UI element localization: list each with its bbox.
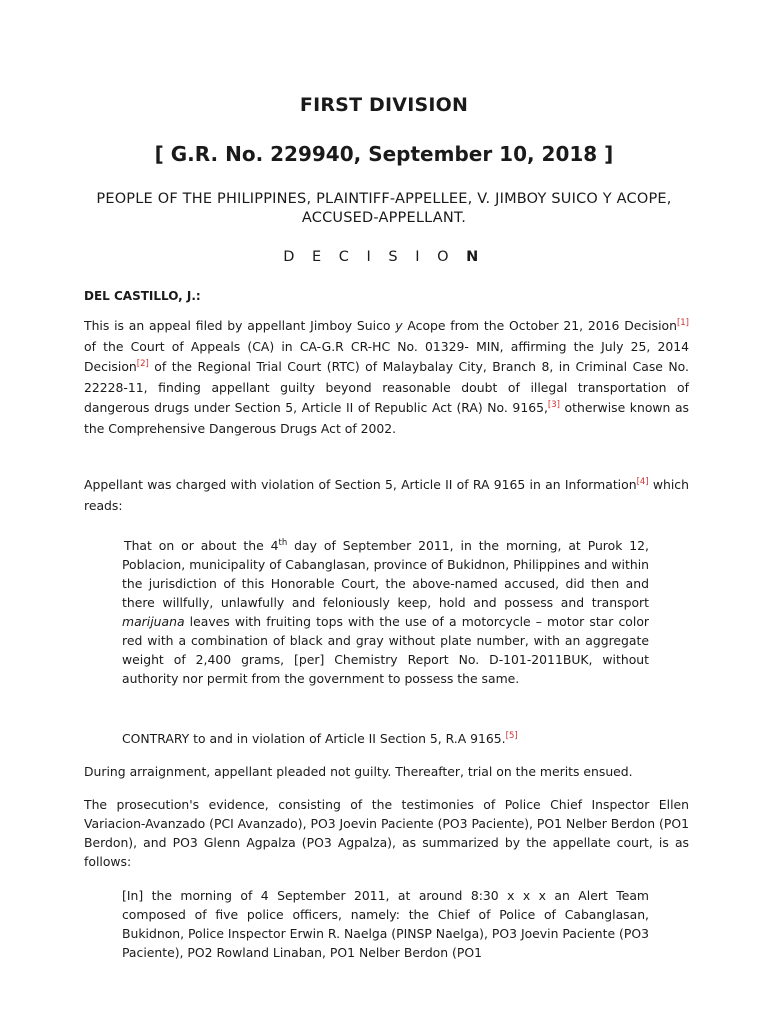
paragraph-text: Appellant was charged with violation of Section 5, Article II of RA 9165 in an Information (84, 477, 637, 492)
paragraph-text: This is an appeal filed by appellant Jimboy Suico (84, 318, 396, 333)
paragraph-text: of the Court of Appeals (CA) in CA-G.R CR-HC No. 01329- MIN, affirming the July 25, 2014 Decision (84, 338, 689, 375)
paragraph-appeal (84, 316, 689, 440)
footnote-link-5[interactable]: [5] (505, 730, 518, 741)
paragraph-text: otherwise known as the Comprehensive Dangerous Drugs Act of 2002. (84, 400, 690, 436)
decision-heading-letters: D E C I S I O (283, 249, 456, 265)
decision-heading (0, 249, 768, 265)
ponente: DEL CASTILLO, J.: (84, 289, 201, 303)
paragraph-arraignment: During arraignment, appellant pleaded not guilty. Thereafter, trial on the merits ensued. (84, 764, 633, 779)
quote-text: CONTRARY to and in violation of Article II Section 5, R.A 9165. (122, 731, 506, 746)
paragraph-prosecution-evidence: The prosecution's evidence, consisting of the testimonies of Police Chief Inspector Ellen Variacion-Avanzado (PCI Avanzado), PO3 Joevin Paciente (PO3 Paciente), PO1 Nelber Berdon (PO1 Berdon), and PO3 Glenn Agpalza (PO3 Agpalza), as summarized by the appellate court, is as follows: (84, 797, 689, 869)
quote-text: day of September 2011, in the morning, at Purok 12, Poblacion, municipality of Cabanglasan, province of Bukidnon, Philippines and within the jurisdiction of this Honorable Court, the above-named accused, did then and there willfully, unlawfully and feloniously keep, hold and possess and transport (122, 538, 649, 610)
division-heading: FIRST DIVISION (299, 94, 469, 116)
case-caption: PEOPLE OF THE PHILIPPINES, PLAINTIFF-APPELLEE, V. JIMBOY SUICO Y ACOPE, ACCUSED-APPELLANT. (96, 191, 672, 226)
case-number-heading: [ G.R. No. 229940, September 10, 2018 ] (154, 142, 614, 166)
paragraph-text: of the Regional Trial Court (RTC) of Malaybalay City, Branch 8, in Criminal Case No. 22228-11, finding appellant guilty beyond reasonable doubt of illegal transportation of dangerous drugs under Section 5, Article II of Republic Act (RA) No. 9165, (84, 359, 689, 416)
quote-text-italic: marijuana (122, 614, 185, 629)
footnote-link-2[interactable]: [2] (136, 359, 149, 370)
quote-text: leaves with fruiting tops with the use of a motorcycle – motor star color red with a combination of black and gray without plate number, with an aggregate weight of 2,400 grams, [per] Chemistry Report No. D-101-2011BUK, without authority nor permit from the government to possess the same. (122, 614, 649, 686)
paragraph-information (84, 475, 689, 516)
paragraph-text-italic: y (395, 318, 403, 333)
footnote-link-4[interactable]: [4] (636, 476, 649, 487)
decision-heading-last-letter: N (466, 249, 485, 265)
paragraph-text: which reads: (84, 477, 689, 513)
quote-information (122, 536, 649, 688)
quote-contrary (122, 729, 649, 748)
footnote-link-1[interactable]: [1] (676, 317, 689, 328)
paragraph-text: Acope from the October 21, 2016 Decision (402, 318, 677, 333)
ordinal-suffix: th (278, 537, 288, 548)
footnote-link-3[interactable]: [3] (547, 400, 560, 411)
quote-text: That on or about the 4 (124, 538, 279, 553)
quote-summary: [In] the morning of 4 September 2011, at around 8:30 x x x an Alert Team composed of five police officers, namely: the Chief of Police of Cabanglasan, Bukidnon, Police Inspector Erwin R. Naelga (PINSP Naelga), PO3 Joevin Paciente (PO3 Paciente), PO2 Rowland Linaban, PO1 Nelber Berdon (PO1 (122, 888, 649, 960)
